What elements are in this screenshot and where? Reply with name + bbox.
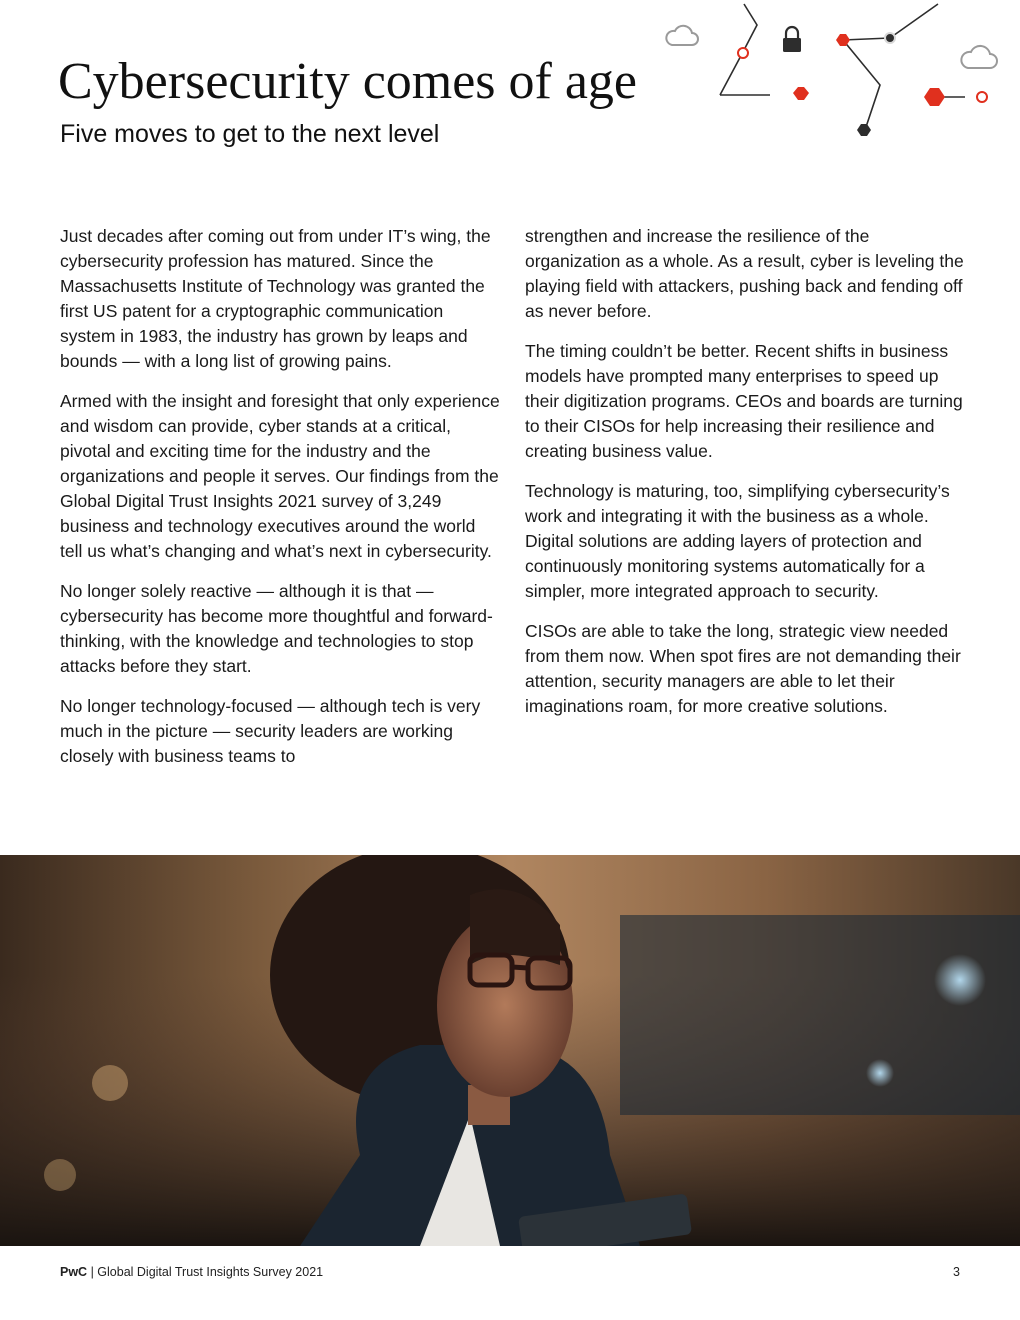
network-node-icon: [738, 48, 748, 58]
network-node-icon: [793, 87, 809, 100]
footer-brand: PwC: [60, 1265, 88, 1279]
cloud-icon: [666, 26, 698, 45]
paragraph: Just decades after coming out from under IT’s wing, the cybersecurity profession has matured. Since the Massachusetts Institute of Technology was granted the first US patent for a cryptographic communication system in 1983, the industry has grown by leaps and bounds — with a long list of growing pains.: [60, 226, 491, 371]
page-title: Cybersecurity comes of age: [58, 53, 638, 110]
paragraph: No longer technology-focused — although tech is very much in the picture — security leaders are working closely with business teams to: [60, 696, 481, 766]
network-node-icon: [836, 34, 850, 46]
network-node-icon: [977, 92, 987, 102]
paragraph: No longer solely reactive — although it is that — cybersecurity has become more thoughtful and forward-thinking, with the knowledge and technologies to stop attacks before they start.: [60, 581, 493, 676]
network-node-icon: [857, 124, 871, 136]
cloud-icon: [961, 46, 997, 68]
footer-publication: Global Digital Trust Insights Survey 2021: [97, 1265, 324, 1279]
network-node-icon: [885, 33, 895, 43]
paragraph: CISOs are able to take the long, strategic view needed from them now. When spot fires are not demanding their attention, security managers are able to let their imaginations roam, for more creative solutions.: [525, 621, 961, 716]
paragraph: Armed with the insight and foresight that only experience and wisdom can provide, cyber stands at a critical, pivotal and exciting time for the industry and the organizations and people it serves. Our findings from the Global Digital Trust Insights 2021 survey of 3,249 business and technology executives around the world tell us what’s changing and what’s next in cybersecurity.: [60, 391, 500, 561]
lock-icon: [783, 27, 801, 52]
page-footer: [60, 1264, 960, 1280]
hero-photo: [0, 855, 1020, 1246]
page-subtitle: Five moves to get to the next level: [60, 120, 440, 148]
paragraph: The timing couldn’t be better. Recent shifts in business models have prompted many enterprises to speed up their digitization programs. CEOs and boards are turning to their CISOs for help increasing their resilience and creating business value.: [525, 341, 963, 461]
paragraph: Technology is maturing, too, simplifying cybersecurity’s work and integrating it with the business as a whole. Digital solutions are adding layers of protection and continuously monitoring systems automatically for a simpler, more integrated approach to security.: [525, 481, 950, 601]
network-node-icon: [924, 88, 945, 106]
page-number: 3: [953, 1265, 960, 1279]
body-column-left: [60, 224, 500, 784]
body-column-right: [525, 224, 965, 734]
footer-separator: |: [87, 1265, 98, 1279]
paragraph: strengthen and increase the resilience of the organization as a whole. As a result, cyber is leveling the playing field with attackers, pushing back and fending off as never before.: [525, 226, 964, 321]
network-decoration: [660, 0, 1020, 150]
